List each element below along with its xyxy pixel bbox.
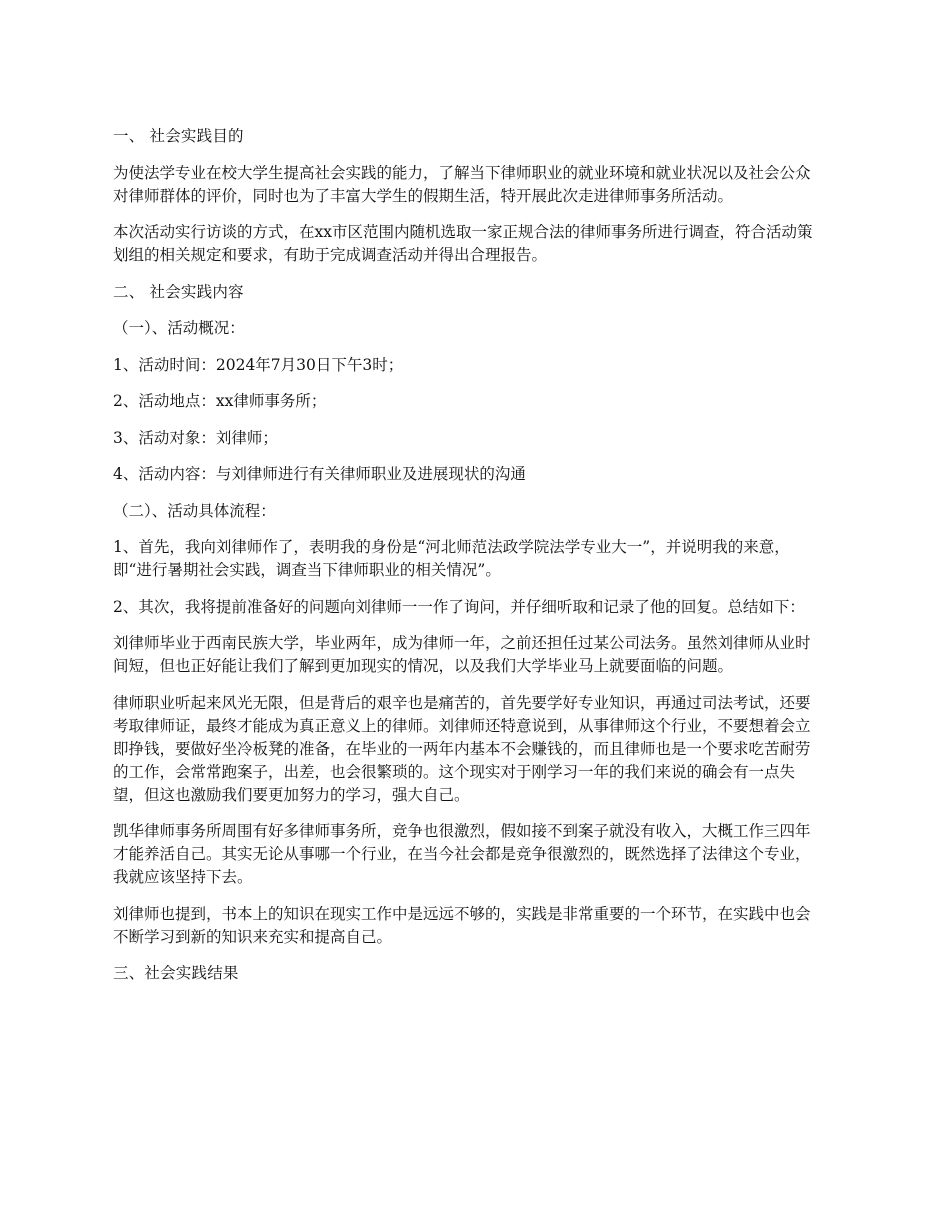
process-step-1: 1、首先，我向刘律师作了，表明我的身份是“河北师范法政学院法学专业大一”，并说明我的来意，即“进行暑期社会实践，调查当下律师职业的相关情况”。: [113, 538, 790, 579]
section-heading-purpose: 一、 社会实践目的: [113, 127, 244, 145]
paragraph-competition: 凯华律师事务所周围有好多律师事务所，竞争也很激烈，假如接不到案子就没有收入，大概工作三四年才能养活自己。其实无论从事哪一个行业，在当今社会都是竞争很激烈的，既然选择了法律这个专业，我就应该坚持下去。: [113, 822, 811, 886]
process-step-2: 2、其次，我将提前准备好的问题向刘律师一一作了询问，并仔细听取和记录了他的回复。总结如下：: [113, 597, 805, 616]
list-item-content: 4、活动内容：与刘律师进行有关律师职业及进展现状的沟通: [113, 465, 526, 483]
document-page: [113, 125, 818, 999]
paragraph-practice: 刘律师也提到，书本上的知识在现实工作中是远远不够的，实践是非常重要的一个环节，在实践中也会不断学习到新的知识来充实和提高自己。: [113, 904, 811, 946]
section-heading-content: 二、 社会实践内容: [113, 282, 244, 301]
section-heading-result: 三、社会实践结果: [113, 964, 239, 982]
list-item-location: 2、活动地点：xx律师事务所；: [113, 392, 327, 410]
paragraph-profession-hardship: 律师职业听起来风光无限，但是背后的艰辛也是痛苦的，首先要学好专业知识，再通过司法考试，还要考取律师证，最终才能成为真正意义上的律师。刘律师还特意说到，从事律师这个行业，不要想着会立即挣钱，要做好坐冷板凳的准备，在毕业的一两年内基本不会赚钱的，而且律师也是一个要求吃苦耐劳的工作，会常常跑案子，出差，也会很繁琐的。这个现实对于刚学习一年的我们来说的确会有一点失望，但这也激励我们要更加努力的学习，强大自己。: [113, 693, 811, 804]
paragraph-lawyer-background: 刘律师毕业于西南民族大学，毕业两年，成为律师一年，之前还担任过某公司法务。虽然刘律师从业时间短，但也正好能让我们了解到更加现实的情况，以及我们大学毕业马上就要面临的问题。: [113, 634, 811, 675]
paragraph-method: 本次活动实行访谈的方式，在xx市区范围内随机选取一家正规合法的律师事务所进行调查，符合活动策划组的相关规定和要求，有助于完成调查活动并得出合理报告。: [113, 223, 813, 264]
list-item-time: 1、活动时间：2024年7月30日下午3时；: [113, 355, 404, 374]
paragraph-purpose: 为使法学专业在校大学生提高社会实践的能力，了解当下律师职业的就业环境和就业状况以及社会公众对律师群体的评价，同时也为了丰富大学生的假期生活，特开展此次走进律师事务所活动。: [113, 163, 811, 205]
list-item-subject: 3、活动对象：刘律师；: [113, 428, 278, 447]
subheading-process: （二）、活动具体流程：: [113, 501, 276, 520]
subheading-overview: （一）、活动概况：: [113, 319, 245, 337]
